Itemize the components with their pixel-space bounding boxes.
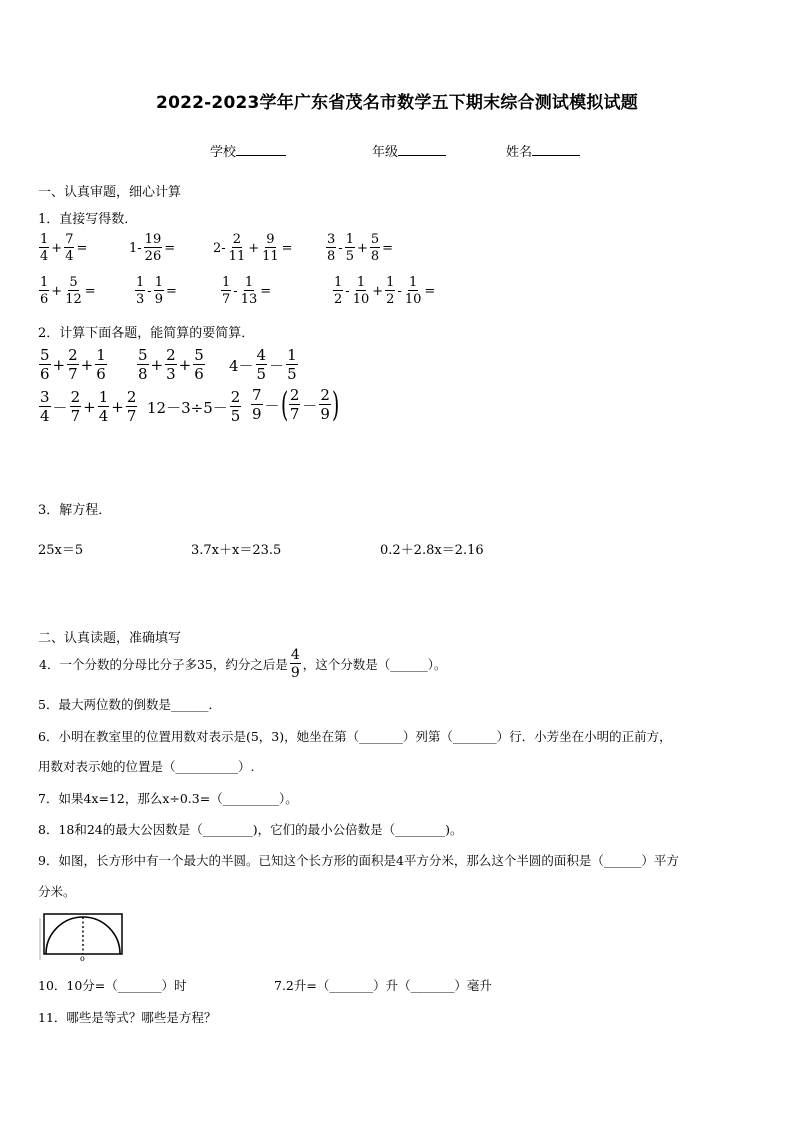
rectangle-outline bbox=[44, 914, 122, 954]
q2-row2-expr1: $\frac{3}{4}$ － $\frac{2}{7}$ + $\frac{1}{4}$ + $\frac{2}{7}$ bbox=[40, 388, 137, 425]
q10-part1: 10．10分=（_______）时 bbox=[38, 978, 187, 993]
q2-row1-expr3: 4－ $\frac{4}{5}$ － $\frac{1}{5}$ bbox=[229, 346, 297, 383]
q6-question-line2: 用数对表示她的位置是（__________）. bbox=[38, 759, 255, 774]
rectangle-semicircle-figure bbox=[36, 912, 126, 962]
q2-row1-expr1: $\frac{5}{6}$ + $\frac{2}{7}$ + $\frac{1}{6}$ bbox=[40, 346, 106, 383]
section-1-heading: 一、认真审题，细心计算 bbox=[38, 185, 182, 200]
school-blank[interactable] bbox=[236, 155, 286, 156]
q7-question: 7．如果4x=12，那么x÷0.3=（_________）。 bbox=[38, 791, 298, 806]
grade-blank[interactable] bbox=[398, 155, 446, 156]
q1-row1-expr1: $\frac{1}{4}$ + $\frac{7}{4}$ = bbox=[40, 232, 88, 264]
q3-equation-3: 0.2＋2.8x＝2.16 bbox=[380, 543, 484, 558]
q1-row2-expr2: $\frac{1}{3}$ - $\frac{1}{9}$ = bbox=[136, 275, 177, 307]
q1-row2-expr4: $\frac{1}{2}$ - $\frac{1}{10}$ + $\frac{1}{2}$ - $\frac{1}{10}$ = bbox=[334, 275, 436, 307]
q2-row2-expr3: $\frac{7}{9}$ －( $\frac{2}{7}$ － $\frac{2}{9}$ ) bbox=[252, 385, 340, 425]
name-blank[interactable] bbox=[532, 155, 580, 156]
name-field[interactable] bbox=[506, 141, 580, 160]
page-title: 2022-2023学年广东省茂名市数学五下期末综合测试模拟试题 bbox=[156, 93, 638, 113]
school-field[interactable] bbox=[210, 141, 286, 160]
q9-question-line1: 9．如图，长方形中有一个最大的半圆。已知这个长方形的面积是4平方分米，那么这个半圆的面积是（______）平方 bbox=[38, 853, 679, 868]
q11-question: 11．哪些是等式？哪些是方程？ bbox=[38, 1010, 217, 1025]
grade-field[interactable] bbox=[372, 141, 446, 160]
center-label: o bbox=[80, 954, 85, 962]
q2-label: 2．计算下面各题，能简算的要简算． bbox=[38, 326, 255, 341]
q1-row1-expr2: 1- $\frac{19}{26}$ = bbox=[129, 232, 176, 264]
section-2-heading: 二、认真读题，准确填写 bbox=[38, 631, 182, 646]
q1-row1-expr4: $\frac{3}{8}$ - $\frac{1}{5}$ + $\frac{5}{8}$ = bbox=[327, 232, 394, 264]
q4-question: 4．一个分数的分母比分子多35，约分之后是 $\frac{4}{9}$ ，这个分数是（______）。 bbox=[39, 647, 447, 681]
q3-equation-2: 3.7x＋x＝23.5 bbox=[191, 543, 282, 558]
q8-question: 8．18和24的最大公因数是（________)，它们的最小公倍数是（________)。 bbox=[38, 822, 463, 837]
q3-equation-1: 25x＝5 bbox=[38, 543, 84, 558]
grade-label: 年级 bbox=[372, 145, 399, 160]
q2-row2-expr2: 12－3÷5－ $\frac{2}{5}$ bbox=[147, 388, 241, 425]
q1-label: 1．直接写得数． bbox=[38, 212, 138, 227]
q2-row1-expr2: $\frac{5}{8}$ + $\frac{2}{3}$ + $\frac{5}{6}$ bbox=[138, 346, 204, 383]
school-label: 学校 bbox=[210, 145, 237, 160]
q1-row2-expr1: $\frac{1}{6}$ + $\frac{5}{12}$ = bbox=[40, 275, 96, 307]
q9-question-line2: 分米。 bbox=[38, 884, 76, 899]
q1-row2-expr3: $\frac{1}{7}$ - $\frac{1}{13}$ = bbox=[222, 275, 272, 307]
q5-question: 5．最大两位数的倒数是______． bbox=[38, 697, 221, 712]
q3-label: 3．解方程． bbox=[38, 503, 112, 518]
q6-question-line1: 6．小明在教室里的位置用数对表示是(5，3)，她坐在第（_______）列第（_______）行．小芳坐在小明的正前方， bbox=[38, 729, 672, 744]
q10-part2: 7.2升=（_______）升（_______）毫升 bbox=[274, 978, 492, 993]
q1-row1-expr3: 2- $\frac{2}{11}$ + $\frac{9}{11}$ = bbox=[213, 232, 293, 264]
name-label: 姓名 bbox=[506, 145, 533, 160]
